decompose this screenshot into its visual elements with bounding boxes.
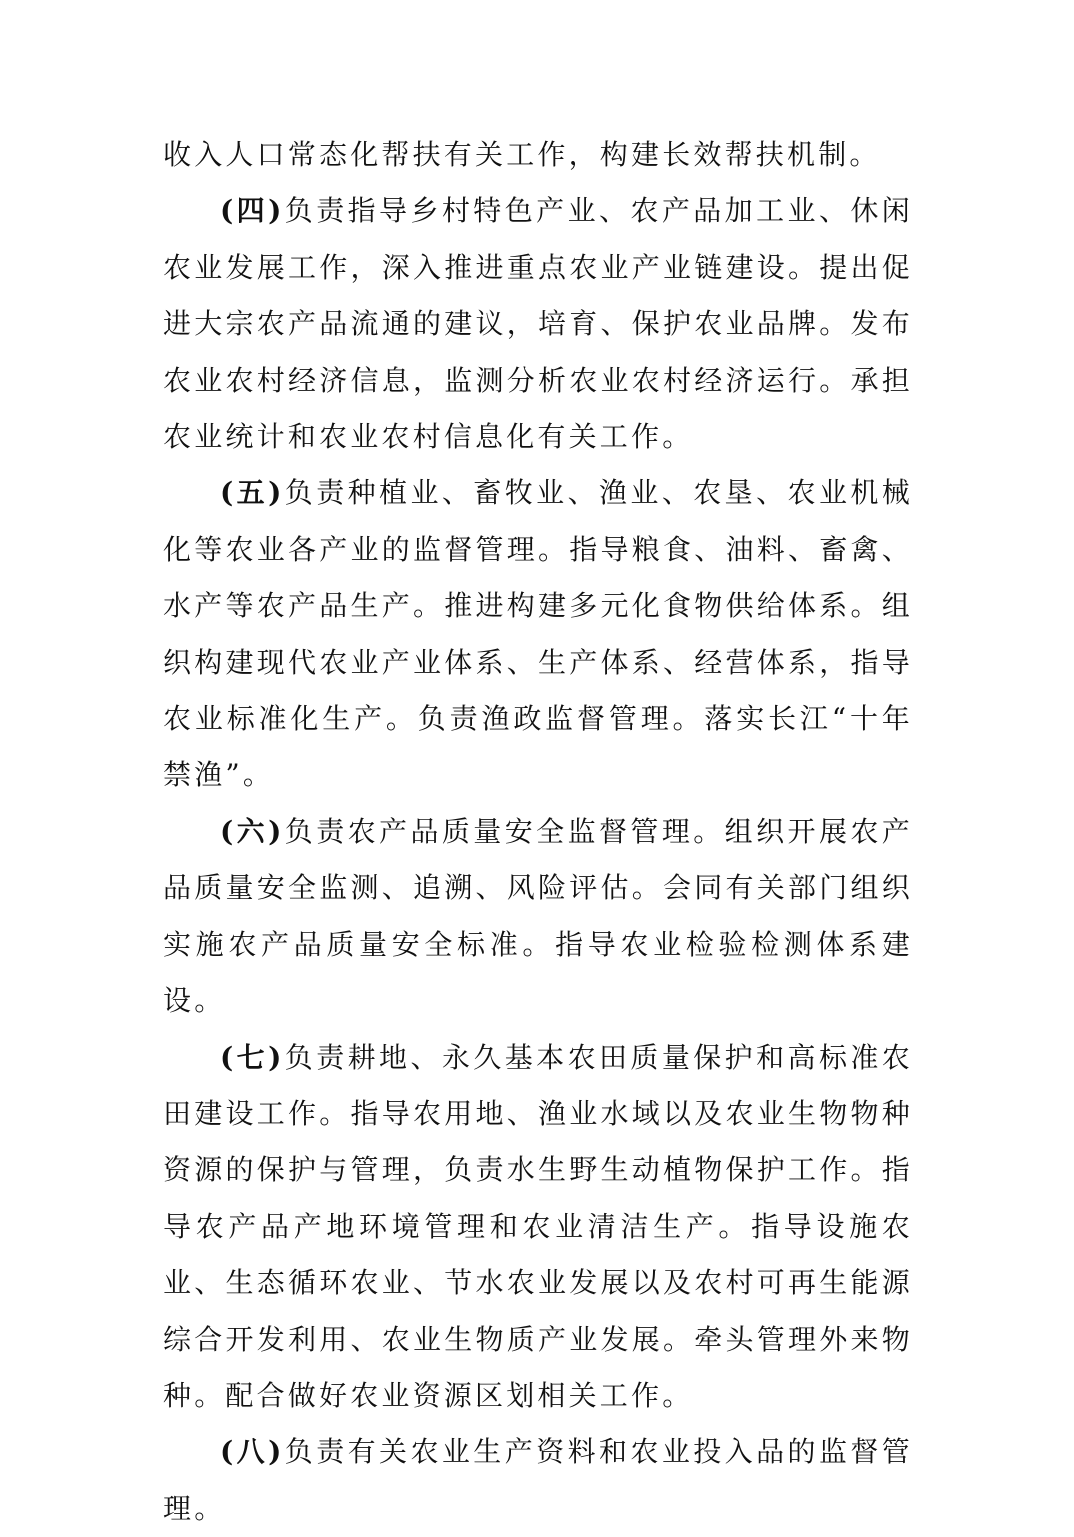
- item-number: (六): [220, 814, 285, 848]
- paragraph-text: 负责种植业、畜牧业、渔业、农垦、农业机械化等农业各产业的监督管理。指导粮食、油料、畜禽、水产等农产品生产。推进构建多元化食物供给体系。组织构建现代农业产业体系、生产体系、经营体系，指导农业标准化生产。负责渔政监督管理。落实长江“十年禁渔”。: [163, 476, 913, 792]
- paragraph-text: 负责农产品质量安全监督管理。组织开展农产品质量安全监测、追溯、风险评估。会同有关部门组织实施农产品质量安全标准。指导农业检验检测体系建设。: [163, 814, 913, 1018]
- item-number: (四): [220, 194, 285, 228]
- paragraph-item-5: [163, 465, 913, 803]
- paragraph-item-7: [163, 1030, 913, 1425]
- paragraph-text: 负责有关农业生产资料和农业投入品的监督管理。: [163, 1435, 913, 1525]
- item-number: (五): [220, 476, 285, 510]
- paragraph-item-6: [163, 804, 913, 1030]
- paragraph-item-8: [163, 1424, 913, 1537]
- item-number: (七): [220, 1040, 285, 1074]
- paragraph-item-4: [163, 183, 913, 465]
- paragraph-text: 负责指导乡村特色产业、农产品加工业、休闲农业发展工作，深入推进重点农业产业链建设。提出促进大宗农产品流通的建议，培育、保护农业品牌。发布农业农村经济信息，监测分析农业农村经济运行。承担农业统计和农业农村信息化有关工作。: [163, 194, 913, 454]
- item-number: (八): [220, 1435, 285, 1469]
- document-body: [163, 127, 913, 1537]
- paragraph-text: 负责耕地、永久基本农田质量保护和高标准农田建设工作。指导农用地、渔业水域以及农业生物物种资源的保护与管理，负责水生野生动植物保护工作。指导农产品产地环境管理和农业清洁生产。指导设施农业、生态循环农业、节水农业发展以及农村可再生能源综合开发利用、农业生物质产业发展。牵头管理外来物种。配合做好农业资源区划相关工作。: [163, 1040, 913, 1412]
- paragraph-text: 收入人口常态化帮扶有关工作，构建长效帮扶机制。: [163, 138, 881, 171]
- paragraph-continuation: [163, 127, 913, 183]
